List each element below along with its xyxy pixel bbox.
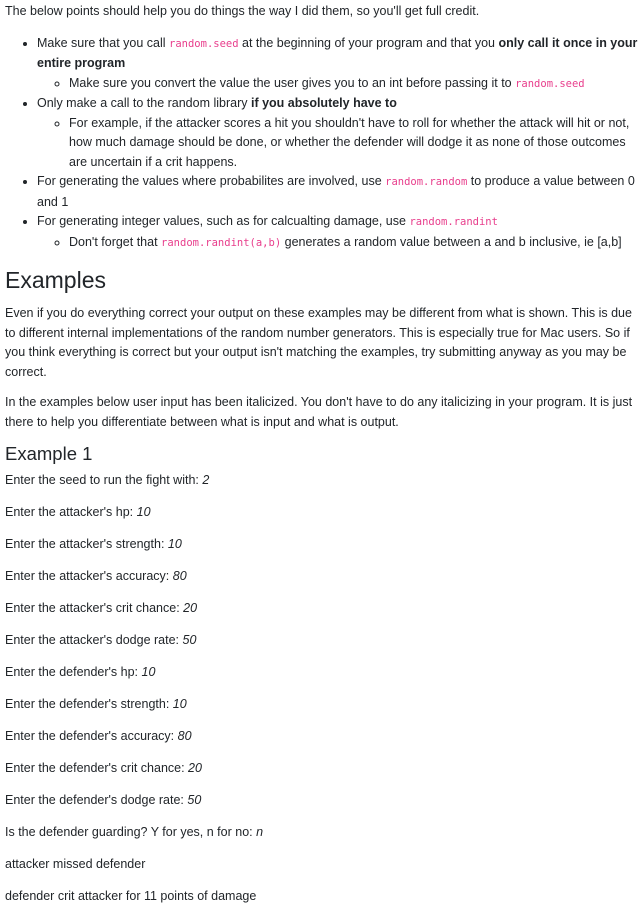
example-line-attacker-hp: Enter the attacker's hp: 10: [5, 505, 151, 519]
example-line-seed: Enter the seed to run the fight with: 2: [5, 473, 210, 487]
guideline-seed-int: ◦ Make sure you convert the value the user gives you to an int before passing it to random.seed: [69, 74, 640, 95]
guideline-randint-inclusive: ◦ Don't forget that random.randint(a,b) generates a random value between a and b inclusive, ie [a,b]: [69, 233, 640, 254]
example-line-attacker-crit: Enter the attacker's crit chance: 20: [5, 601, 198, 615]
example-line-output-2: defender crit attacker for 11 points of damage: [5, 889, 257, 903]
guideline-random-calls: • Only make a call to the random library if you absolutely have to ◦ For example, if the attacker scores a hit you shouldn't have to roll for whether the attack will hit or not, how much damage should be done, or whether the defender will dodge it as none of those outcomes are uncertain if a crit happens.: [37, 94, 640, 172]
example-1-heading: Example 1: [5, 443, 93, 464]
intro-text: The below points should help you do things the way I did them, so you'll get full credit.: [5, 4, 480, 18]
examples-heading: Examples: [5, 267, 106, 293]
bold-once: only call it once in your entire program: [37, 35, 638, 70]
example-line-attacker-strength: Enter the attacker's strength: 10: [5, 537, 182, 551]
guideline-probabilities: • For generating the values where probabilites are involved, use random.random to produce a value between 0 and 1: [37, 172, 640, 212]
code-random-random: random.random: [385, 176, 468, 188]
bold-absolutely: if you absolutely have to: [250, 96, 397, 110]
code-random-seed: random.seed: [169, 37, 239, 50]
code-randint-ab: random.randint(a,b): [161, 236, 282, 249]
guideline-integers: • For generating integer values, such as for calcualting damage, use random.randint ◦ Don't forget that random.randint(a,b) generates a random value between a and b inclusive, ie [a,b]: [37, 212, 640, 253]
code-random-randint: random.randint: [409, 216, 498, 228]
guidelines-list: [5, 34, 640, 254]
example-line-output-1: attacker missed defender: [5, 857, 146, 871]
example-line-defender-strength: Enter the defender's strength: 10: [5, 697, 187, 711]
example-line-defender-accuracy: Enter the defender's accuracy: 80: [5, 729, 192, 743]
example-1-transcript: [5, 471, 640, 907]
examples-paragraph-2: In the examples below user input has been italicized. You don't have to do any italicizing in your program. It is just there to help you differentiate between what is input and what is output.: [5, 395, 633, 429]
example-line-attacker-dodge: Enter the attacker's dodge rate: 50: [5, 633, 197, 647]
example-line-defender-crit: Enter the defender's crit chance: 20: [5, 761, 202, 775]
code-random-seed-2: random.seed: [515, 77, 585, 90]
guideline-crit-example: ◦ For example, if the attacker scores a hit you shouldn't have to roll for whether the attack will hit or not, how much damage should be done, or whether the defender will dodge it as none of those outcomes are uncertain if a crit happens.: [69, 114, 640, 173]
example-line-defender-hp: Enter the defender's hp: 10: [5, 665, 156, 679]
guideline-seed: • Make sure that you call random.seed at the beginning of your program and that you only call it once in your entire program ◦ Make sure you convert the value the user gives you to an int before passing it to random.seed: [37, 34, 640, 95]
example-line-attacker-accuracy: Enter the attacker's accuracy: 80: [5, 569, 187, 583]
examples-paragraph-1: Even if you do everything correct your output on these examples may be different from what is shown. This is due to different internal implementations of the random number generators. This is especially true for Mac users. So if you think everything is correct but your output isn't matching the examples, try submitting anyway as you may be correct.: [5, 306, 632, 379]
example-line-defender-dodge: Enter the defender's dodge rate: 50: [5, 793, 202, 807]
example-line-guarding: Is the defender guarding? Y for yes, n for no: n: [5, 825, 264, 839]
